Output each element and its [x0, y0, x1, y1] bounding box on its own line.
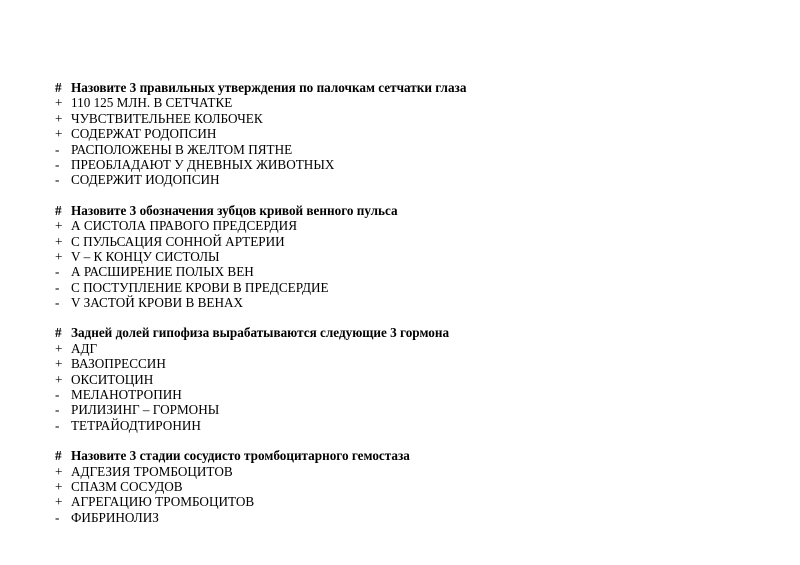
answer-text: V ЗАСТОЙ КРОВИ В ВЕНАХ	[71, 295, 244, 311]
answer-text: СПАЗМ СОСУДОВ	[71, 478, 183, 494]
answer-text: СОДЕРЖИТ ИОДОПСИН	[71, 172, 220, 188]
answer-text: ВАЗОПРЕССИН	[71, 356, 166, 372]
answer-marker: +	[55, 126, 63, 142]
answer-line	[0, 126, 800, 141]
question-heading	[0, 203, 800, 218]
answer-marker: -	[55, 295, 60, 311]
answer-line	[0, 218, 800, 233]
answer-line	[0, 172, 800, 187]
answer-text: АГРЕГАЦИЮ ТРОМБОЦИТОВ	[71, 494, 255, 510]
question-marker: #	[55, 325, 62, 341]
answer-line	[0, 95, 800, 110]
question-block-3	[0, 325, 800, 433]
answer-marker: +	[55, 218, 63, 234]
answer-line	[0, 157, 800, 172]
question-title: Назовите 3 правильных утверждения по палочкам сетчатки глаза	[71, 80, 467, 95]
answer-marker: +	[55, 248, 63, 264]
answer-text: АДГ	[71, 340, 98, 356]
answer-marker: +	[55, 95, 63, 111]
answer-text: АДГЕЗИЯ ТРОМБОЦИТОВ	[71, 463, 233, 479]
answer-text: А РАСШИРЕНИЕ ПОЛЫХ ВЕН	[71, 264, 254, 280]
answer-line	[0, 341, 800, 356]
answer-text: МЕЛАНОТРОПИН	[71, 387, 182, 403]
answer-marker: -	[55, 417, 60, 433]
answer-marker: +	[55, 371, 63, 387]
answer-marker: -	[55, 387, 60, 403]
answer-line	[0, 494, 800, 509]
document-page	[0, 80, 800, 540]
question-title: Назовите 3 стадии сосудисто тромбоцитарного гемостаза	[71, 448, 410, 464]
answer-marker: -	[55, 279, 60, 295]
answer-line	[0, 249, 800, 264]
answer-text: ФИБРИНОЛИЗ	[71, 509, 159, 525]
answer-line	[0, 234, 800, 249]
answer-line	[0, 402, 800, 417]
answer-marker: +	[55, 110, 63, 126]
question-block-2	[0, 203, 800, 311]
answer-marker: +	[55, 233, 63, 249]
answer-text: РИЛИЗИНГ – ГОРМОНЫ	[71, 402, 220, 418]
answer-marker: -	[55, 141, 60, 157]
answer-text: А СИСТОЛА ПРАВОГО ПРЕДСЕРДИЯ	[71, 218, 297, 234]
answer-line	[0, 264, 800, 279]
answer-text: С ПУЛЬСАЦИЯ СОННОЙ АРТЕРИИ	[71, 233, 285, 249]
answer-marker: +	[55, 463, 63, 479]
answer-line	[0, 280, 800, 295]
answer-marker: +	[55, 494, 63, 510]
answer-line	[0, 142, 800, 157]
answer-marker: +	[55, 356, 63, 372]
question-block-4	[0, 448, 800, 525]
answer-text: V – К КОНЦУ СИСТОЛЫ	[71, 248, 220, 264]
answer-line	[0, 295, 800, 310]
answer-text: РАСПОЛОЖЕНЫ В ЖЕЛТОМ ПЯТНЕ	[71, 141, 293, 157]
answer-line	[0, 464, 800, 479]
answer-text: С ПОСТУПЛЕНИЕ КРОВИ В ПРЕДСЕРДИЕ	[71, 279, 329, 295]
question-marker: #	[55, 80, 62, 95]
question-title: Назовите 3 обозначения зубцов кривой венного пульса	[71, 202, 398, 218]
answer-marker: -	[55, 172, 60, 188]
question-marker: #	[55, 202, 62, 218]
answer-marker: -	[55, 264, 60, 280]
answer-marker: -	[55, 156, 60, 172]
answer-line	[0, 387, 800, 402]
question-heading	[0, 325, 800, 340]
answer-line	[0, 372, 800, 387]
question-heading	[0, 80, 800, 95]
answer-line	[0, 111, 800, 126]
answer-marker: +	[55, 478, 63, 494]
answer-text: ОКСИТОЦИН	[71, 371, 154, 387]
answer-text: ТЕТРАЙОДТИРОНИН	[71, 417, 201, 433]
question-marker: #	[55, 448, 62, 464]
answer-text: ЧУВСТВИТЕЛЬНЕЕ КОЛБОЧЕК	[71, 110, 263, 126]
question-heading	[0, 448, 800, 463]
answer-line	[0, 418, 800, 433]
answer-line	[0, 479, 800, 494]
answer-line	[0, 356, 800, 371]
question-title: Задней долей гипофиза вырабатываются следующие 3 гормона	[71, 325, 450, 341]
answer-text: 110 125 МЛН. В СЕТЧАТКЕ	[71, 95, 233, 111]
answer-marker: +	[55, 340, 63, 356]
answer-text: ПРЕОБЛАДАЮТ У ДНЕВНЫХ ЖИВОТНЫХ	[71, 156, 335, 172]
answer-marker: -	[55, 402, 60, 418]
answer-line	[0, 510, 800, 525]
answer-text: СОДЕРЖАТ РОДОПСИН	[71, 126, 217, 142]
answer-marker: -	[55, 509, 60, 525]
question-block-1	[0, 80, 800, 188]
